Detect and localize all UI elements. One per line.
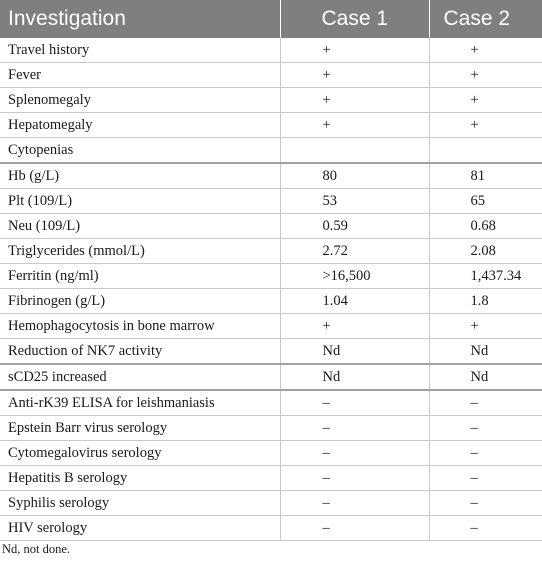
row-label: Ferritin (ng/ml) [0, 264, 280, 289]
header-row [0, 0, 542, 38]
footnote: Nd, not done. [2, 542, 71, 556]
table-body [0, 38, 542, 541]
row-label: Hepatitis B serology [0, 466, 280, 491]
case-2-value: 81 [429, 163, 542, 189]
case-1-value: – [280, 416, 429, 441]
case-1-value: >16,500 [280, 264, 429, 289]
row-label: Hemophagocytosis in bone marrow [0, 314, 280, 339]
table-row [0, 416, 542, 441]
case-1-value: Nd [280, 339, 429, 365]
table-row [0, 264, 542, 289]
case-2-value: – [429, 441, 542, 466]
row-label: Hepatomegaly [0, 113, 280, 138]
case-2-value: Nd [429, 339, 542, 365]
table-row [0, 289, 542, 314]
header-case-2: Case 2 [429, 0, 542, 38]
row-label: Epstein Barr virus serology [0, 416, 280, 441]
case-1-value: 0.59 [280, 214, 429, 239]
case-2-value: + [429, 113, 542, 138]
header-case-1: Case 1 [280, 0, 429, 38]
case-2-value: – [429, 491, 542, 516]
case-2-value: 65 [429, 189, 542, 214]
case-1-value: 2.72 [280, 239, 429, 264]
row-label: Triglycerides (mmol/L) [0, 239, 280, 264]
row-label: Cytopenias [0, 138, 280, 164]
case-2-value: 2.08 [429, 239, 542, 264]
case-2-value: + [429, 88, 542, 113]
row-label: Fibrinogen (g/L) [0, 289, 280, 314]
table-row [0, 239, 542, 264]
case-2-value: – [429, 416, 542, 441]
row-label: Travel history [0, 38, 280, 63]
table-row [0, 466, 542, 491]
case-2-value: 1.8 [429, 289, 542, 314]
case-1-value: Nd [280, 364, 429, 390]
table-row [0, 38, 542, 63]
case-1-value: 80 [280, 163, 429, 189]
case-1-value: 53 [280, 189, 429, 214]
row-label: sCD25 increased [0, 364, 280, 390]
header-investigation: Investigation [0, 0, 280, 38]
row-label: Syphilis serology [0, 491, 280, 516]
row-label: HIV serology [0, 516, 280, 541]
case-2-value: + [429, 38, 542, 63]
table-row [0, 63, 542, 88]
table-row [0, 138, 542, 164]
table-row [0, 214, 542, 239]
case-1-value: + [280, 38, 429, 63]
case-1-value: – [280, 516, 429, 541]
case-1-value: + [280, 314, 429, 339]
case-1-value: 1.04 [280, 289, 429, 314]
row-label: Hb (g/L) [0, 163, 280, 189]
case-2-value: 0.68 [429, 214, 542, 239]
case-1-value: – [280, 466, 429, 491]
row-label: Splenomegaly [0, 88, 280, 113]
row-label: Fever [0, 63, 280, 88]
case-2-value: – [429, 516, 542, 541]
row-label: Cytomegalovirus serology [0, 441, 280, 466]
case-1-value: + [280, 88, 429, 113]
table-row [0, 390, 542, 416]
case-2-value: – [429, 390, 542, 416]
case-1-value: – [280, 441, 429, 466]
table-row [0, 339, 542, 365]
table-row [0, 88, 542, 113]
case-1-value: + [280, 63, 429, 88]
case-1-value: + [280, 113, 429, 138]
case-2-value [429, 138, 542, 164]
table-row [0, 516, 542, 541]
table-row [0, 113, 542, 138]
row-label: Reduction of NK7 activity [0, 339, 280, 365]
case-1-value [280, 138, 429, 164]
case-1-value: – [280, 390, 429, 416]
case-2-value: + [429, 314, 542, 339]
table-row [0, 441, 542, 466]
row-label: Plt (109/L) [0, 189, 280, 214]
table-row [0, 491, 542, 516]
case-2-value: – [429, 466, 542, 491]
table-row [0, 364, 542, 390]
row-label: Anti-rK39 ELISA for leishmaniasis [0, 390, 280, 416]
case-2-value: Nd [429, 364, 542, 390]
table-row [0, 163, 542, 189]
row-label: Neu (109/L) [0, 214, 280, 239]
case-2-value: + [429, 63, 542, 88]
case-2-value: 1,437.34 [429, 264, 542, 289]
table-row [0, 189, 542, 214]
table-row [0, 314, 542, 339]
case-1-value: – [280, 491, 429, 516]
